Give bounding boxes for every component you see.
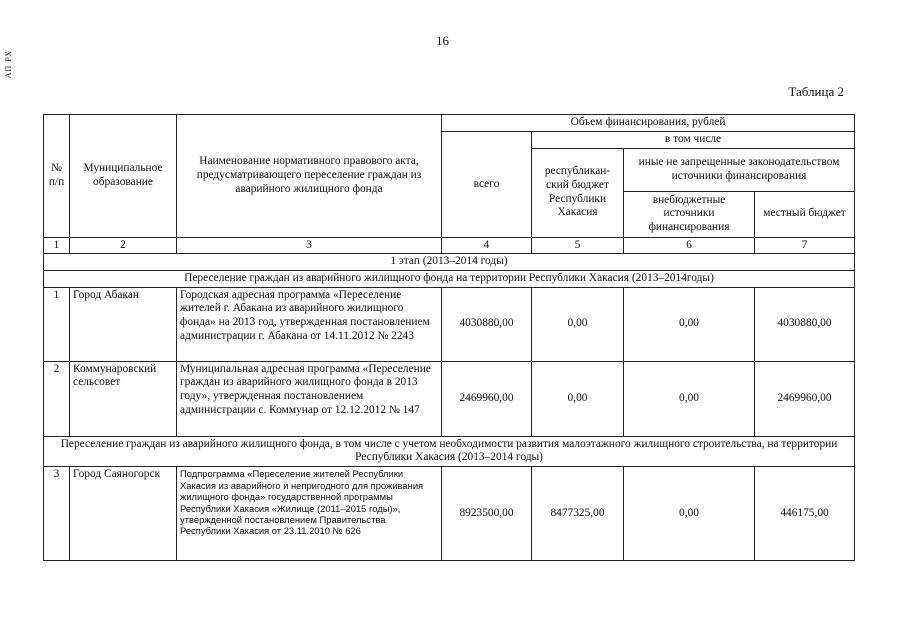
row-num: 3 — [44, 467, 70, 561]
section-title-1: Переселение граждан из аварийного жилищного фонда на территории Республики Хакасия (2013–2014годы) — [44, 271, 855, 288]
row-municipality: Город Саяногорск — [70, 467, 177, 561]
header-municipality: Муниципальное образование — [70, 115, 177, 238]
header-funding-total: Объем финансирования, рублей — [442, 115, 855, 132]
row-local: 446175,00 — [755, 467, 855, 561]
row-total: 8923500,00 — [442, 467, 532, 561]
column-number: 2 — [70, 237, 177, 254]
header-extrabudgetary: внебюджетные источники финансирования — [624, 191, 755, 237]
row-act: Подпрограмма «Переселение жителей Республики Хакасия из аварийного и непригодного для проживания жилищного фонда» государственной программы Республики Хакасия «Жилище (2011–2015 годы)», утвержденной постановлением Правительства Республики Хакасия от 23.11.2010 № 626 — [177, 467, 442, 561]
row-act: Городская адресная программа «Переселение жителей г. Абакана из аварийного жилищного фонда» на 2013 год, утвержденная постановлением администрации г. Абакана от 14.11.2012 № 2243 — [177, 287, 442, 361]
column-number: 3 — [177, 237, 442, 254]
header-total: всего — [442, 132, 532, 238]
row-republic: 0,00 — [532, 287, 624, 361]
side-label: АП РХ — [4, 50, 13, 79]
column-number: 7 — [755, 237, 855, 254]
column-number: 4 — [442, 237, 532, 254]
table-row — [44, 467, 855, 561]
row-municipality: Город Абакан — [70, 287, 177, 361]
funding-table — [43, 114, 855, 561]
section-title-2: Переселение граждан из аварийного жилищного фонда, в том числе с учетом необходимости развития малоэтажного жилищного строительства, на территории Республики Хакасия (2013–2014 годы) — [44, 436, 855, 466]
row-total: 2469960,00 — [442, 361, 532, 436]
table-label: Таблица 2 — [788, 84, 844, 99]
column-number: 6 — [624, 237, 755, 254]
row-local: 4030880,00 — [755, 287, 855, 361]
row-total: 4030880,00 — [442, 287, 532, 361]
header-other-sources: иные не запрещенные законодательством источники финансирования — [624, 148, 855, 191]
row-republic: 8477325,00 — [532, 467, 624, 561]
row-municipality: Коммунаровский сельсовет — [70, 361, 177, 436]
row-num: 1 — [44, 287, 70, 361]
header-local-budget: местный бюджет — [755, 191, 855, 237]
table-row — [44, 361, 855, 436]
header-num: № п/п — [44, 115, 70, 238]
header-including: в том числе — [532, 132, 855, 149]
column-number: 5 — [532, 237, 624, 254]
stage-title: 1 этап (2013–2014 годы) — [44, 254, 855, 271]
row-extrabudgetary: 0,00 — [624, 287, 755, 361]
page-number: 16 — [436, 33, 449, 48]
row-num: 2 — [44, 361, 70, 436]
column-number: 1 — [44, 237, 70, 254]
row-republic: 0,00 — [532, 361, 624, 436]
row-act: Муниципальная адресная программа «Переселение граждан из аварийного жилищного фонда в 2013 году», утвержденная постановлением администрации с. Коммунар от 12.12.2012 № 147 — [177, 361, 442, 436]
row-local: 2469960,00 — [755, 361, 855, 436]
row-extrabudgetary: 0,00 — [624, 361, 755, 436]
column-numbers-row — [44, 237, 855, 254]
header-republic-budget: республикан-ский бюджет Республики Хакасия — [532, 148, 624, 237]
header-act-name: Наименование нормативного правового акта, предусматривающего переселение граждан из аварийного жилищного фонда — [177, 115, 442, 238]
row-extrabudgetary: 0,00 — [624, 467, 755, 561]
table-row — [44, 287, 855, 361]
